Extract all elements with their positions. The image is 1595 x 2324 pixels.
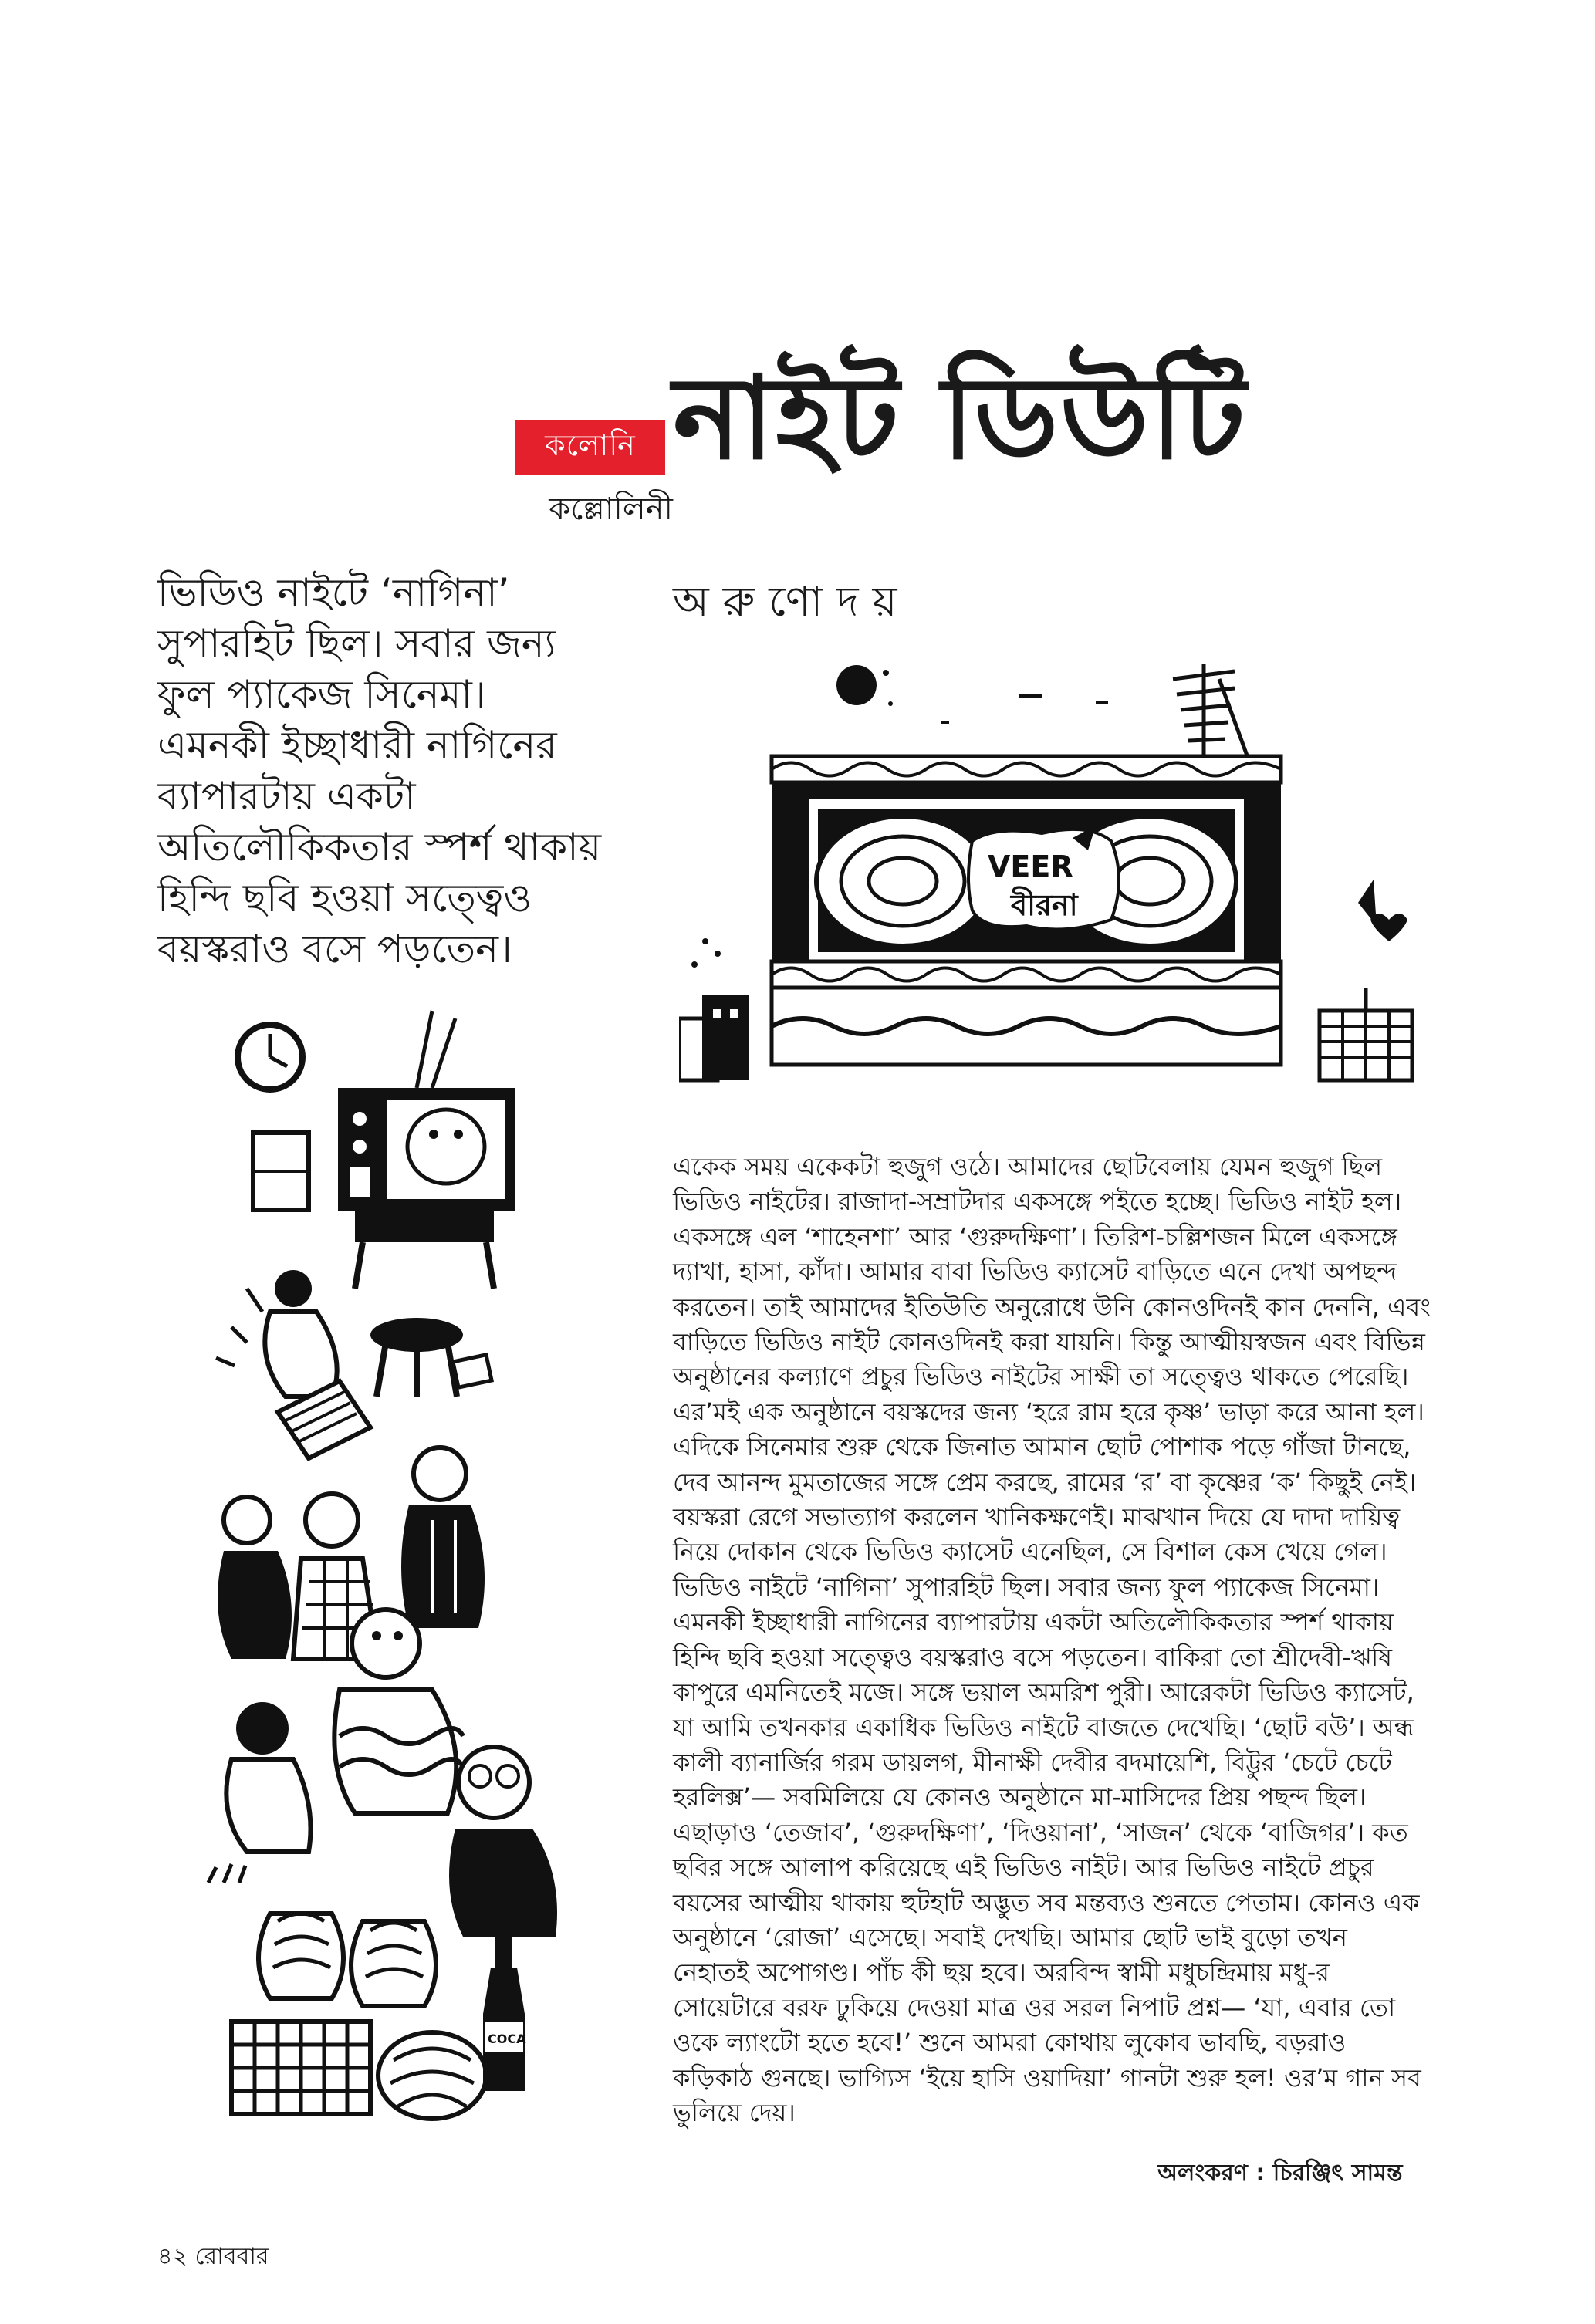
- article-title: নাইট ডিউটি: [673, 352, 1247, 485]
- body-line: বাড়িতে ভিডিও নাইট কোনওদিনই করা যায়নি। কিন্তু আত্মীয়স্বজন এবং বিভিন্ন: [673, 1327, 1425, 1357]
- body-line: কালী ব্যানার্জির গরম ডায়লগ, মীনাক্ষী দেবীর বদমায়েশি, বিট্টুর ‘চেটে চেটে: [673, 1747, 1392, 1777]
- pull-quote-line: ফুল প্যাকেজ সিনেমা।: [157, 672, 486, 717]
- body-line: নেহাতই অপোগণ্ড। পাঁচ কী ছয় হবে। অরবিন্দ স্বামী মধুচন্দ্রিমায় মধু-র: [673, 1957, 1330, 1988]
- cassette-label-bottom: বীরনা: [1011, 888, 1078, 922]
- body-line: যা আমি তখনকার একাধিক ভিডিও নাইটে বাজতে দেখেছি। ‘ছোট বউ’। অন্ধ: [673, 1712, 1414, 1742]
- body-line: এর’মই এক অনুষ্ঠানে বয়স্কদের জন্য ‘হরে রাম হরে কৃষ্ণ’ ভাড়া করে আনা হল।: [673, 1397, 1424, 1427]
- author-byline: অরুণোদয়: [673, 577, 911, 626]
- wall-clock-icon: [238, 1025, 302, 1089]
- illustration-credit: অলংকরণ : চিরঞ্জিৎ সামন্ত: [1157, 2160, 1403, 2187]
- soda-bottle-icon: [483, 1937, 526, 2091]
- pull-quote: [157, 567, 698, 975]
- window-icon: [253, 1133, 309, 1210]
- body-line: ছবির সঙ্গে আলাপ করিয়েছে এই ভিডিও নাইট। আর ভিডিও নাইটে প্রচুর: [673, 1853, 1374, 1883]
- pull-quote-line: ব্যাপারটায় একটা: [157, 774, 416, 819]
- pull-quote-line: অতিলৌকিকতার স্পর্শ থাকায়: [157, 825, 602, 870]
- body-line: কড়িকাঠ গুনছে। ভাগ্যিস ‘ইয়ে হাসি ওয়াদিয়া’ গানটা শুরু হল! ওর’ম গান সব: [673, 2062, 1421, 2093]
- series-badge: কলোনি: [515, 420, 665, 475]
- video-cassette: [772, 756, 1281, 1065]
- body-line: একসঙ্গে এল ‘শাহেনশা’ আর ‘গুরুদক্ষিণা’। তিরিশ-চল্লিশজন মিলে একসঙ্গে: [673, 1221, 1397, 1252]
- bottle-label: COCA: [488, 2032, 526, 2046]
- body-line: হিন্দি ছবি হওয়া সত্ত্বেও বয়স্করাও বসে পড়তেন। বাকিরা তো শ্রীদেবী-ঋষি: [673, 1642, 1392, 1672]
- body-line: এদিকে সিনেমার শুরু থেকে জিনাত আমান ছোট পোশাক পড়ে গাঁজা টানছে,: [673, 1432, 1411, 1462]
- body-line: বয়স্করা রেগে সভাত্যাগ করলেন খানিকক্ষণেই। মাঝখান দিয়ে যে দাদা দায়িত্ব: [673, 1502, 1401, 1532]
- body-line: দ্যাখা, হাসা, কাঁদা। আমার বাবা ভিডিও ক্যাসেট বাড়িতে এনে দেখা অপছন্দ: [673, 1257, 1397, 1287]
- body-line: অনুষ্ঠানে ‘রোজা’ এসেছে। সবাই দেখছি। আমার ছোট ভাই বুড়ো তখন: [673, 1922, 1348, 1952]
- body-line: ভিডিও নাইটে ‘নাগিনা’ সুপারহিট ছিল। সবার জন্য ফুল প্যাকেজ সিনেমা।: [673, 1572, 1380, 1602]
- cassette-label-top: VEER: [988, 850, 1073, 883]
- pull-quote-line: ভিডিও নাইটে ‘নাগিনা’: [157, 570, 510, 615]
- antenna-icon: [1173, 664, 1250, 764]
- stool-icon: [370, 1318, 463, 1397]
- building-left-icon: [679, 938, 749, 1080]
- pull-quote-line: সুপারহিট ছিল। সবার জন্য: [157, 621, 556, 666]
- television-icon: [338, 1011, 515, 1289]
- pull-quote-line: এমনকী ইচ্ছাধারী নাগিনের: [157, 723, 557, 768]
- body-line: কাপুরে এমনিতেই মজে। সঙ্গে ভয়াল অমরিশ পুরী। আরেকটা ভিডিও ক্যাসেট,: [673, 1677, 1414, 1708]
- viewer-figure: [265, 1270, 370, 1458]
- page-folio: ৪২ রোববার: [157, 2243, 269, 2270]
- moon-icon: [836, 665, 893, 706]
- body-line: নিয়ে দোকান থেকে ভিডিও ক্যাসেট এনেছিল, সে বিশাল কেস খেয়ে গেল।: [673, 1537, 1387, 1567]
- cassette-illustration: [679, 648, 1451, 1096]
- article-body: [673, 1150, 1460, 2130]
- pull-quote-line: বয়স্করাও বসে পড়তেন।: [157, 927, 512, 971]
- body-line: করতেন। তাই আমাদের ইতিউতি অনুরোধে উনি কোনওদিনই কান দেননি, এবং: [673, 1292, 1431, 1322]
- body-line: একেক সময় একেকটা হুজুগ ওঠে। আমাদের ছোটবেলায় যেমন হুজুগ ছিল: [673, 1152, 1383, 1181]
- body-line: দেব আনন্দ মুমতাজের সঙ্গে প্রেম করছে, রামের ‘র’ বা কৃষ্ণের ‘ক’ কিছুই নেই।: [673, 1467, 1417, 1497]
- series-subtitle: কল্লোলিনী: [549, 491, 673, 527]
- body-line: বয়সের আত্মীয় থাকায় হুটহাট অদ্ভুত সব মন্তব্যও শুনতে পেতাম। কোনও এক: [673, 1887, 1420, 1917]
- body-line: এমনকী ইচ্ছাধারী নাগিনের ব্যাপারটায় একটা অতিলৌকিকতার স্পর্শ থাকায়: [673, 1607, 1394, 1637]
- body-line: ভুলিয়ে দেয়।: [673, 2097, 796, 2127]
- body-line: সোয়েটারে বরফ ঢুকিয়ে দেওয়া মাত্র ওর সরল নিপাট প্রশ্ন— ‘যা, এবার তো: [673, 1992, 1396, 2022]
- body-line: অনুষ্ঠানের কল্যাণে প্রচুর ভিডিও নাইটের সাক্ষী তা সত্ত্বেও থাকতে পেরেছি।: [673, 1362, 1409, 1392]
- pull-quote-line: হিন্দি ছবি হওয়া সত্ত্বেও: [157, 876, 532, 920]
- body-line: ভিডিও নাইটের। রাজাদা-সম্রাটদার একসঙ্গে পইতে হচ্ছে। ভিডিও নাইট হল।: [673, 1187, 1402, 1217]
- body-line: হরলিক্স’— সবমিলিয়ে যে কোনও অনুষ্ঠানে মা-মাসিদের প্রিয় পছন্দ ছিল।: [673, 1782, 1367, 1812]
- video-night-illustration: [201, 995, 602, 2137]
- body-line: এছাড়াও ‘তেজাব’, ‘গুরুদক্ষিণা’, ‘দিওয়ানা’, ‘সাজন’ থেকে ‘বাজিগর’। কত: [673, 1817, 1408, 1847]
- building-right-icon: [1320, 880, 1412, 1080]
- body-line: ওকে ল্যাংটো হতে হবে!’ শুনে আমরা কোথায় লুকোব ভাবছি, বড়রাও: [673, 2028, 1347, 2058]
